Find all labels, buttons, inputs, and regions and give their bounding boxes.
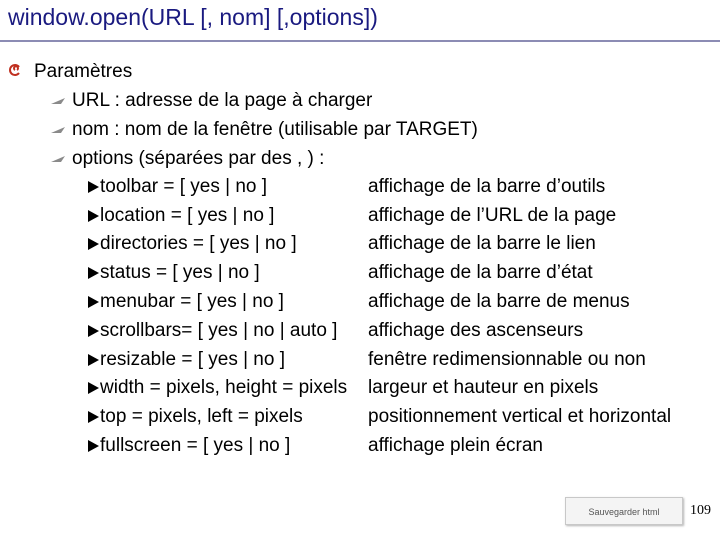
option-name: scrollbars= [ yes | no | auto ] [100, 320, 338, 341]
slide-title: window.open(URL [, nom] [,options]) [8, 4, 378, 30]
option-row-top-left [88, 406, 708, 430]
heading-label: Paramètres [34, 61, 133, 83]
swirl-bullet-icon [8, 61, 22, 83]
option-row-toolbar [88, 176, 708, 200]
option-name: resizable = [ yes | no ] [100, 349, 285, 370]
arrow-bullet-icon [88, 267, 99, 279]
list-item-nom [50, 119, 478, 141]
arrow-bullet-icon [88, 296, 99, 308]
arrow-bullet-icon [88, 382, 99, 394]
arrow-bullet-icon [88, 238, 99, 250]
option-description: affichage des ascenseurs [368, 320, 584, 341]
option-description: positionnement vertical et horizontal [368, 406, 672, 427]
option-row-directories [88, 233, 708, 257]
option-row-width-height [88, 377, 708, 401]
arrow-bullet-icon [88, 411, 99, 423]
quill-bullet-icon [50, 90, 66, 112]
option-description: affichage de l’URL de la page [368, 205, 617, 226]
option-description: affichage plein écran [368, 435, 543, 456]
list-item-options [50, 148, 324, 170]
option-description: largeur et hauteur en pixels [368, 377, 599, 398]
arrow-bullet-icon [88, 325, 99, 337]
title-divider [0, 40, 720, 42]
list-item-label: URL : adresse de la page à charger [72, 90, 373, 112]
save-html-button[interactable]: Sauvegarder html [565, 497, 683, 525]
option-name: status = [ yes | no ] [100, 262, 260, 283]
option-row-menubar [88, 291, 708, 315]
option-row-scrollbars [88, 320, 708, 344]
option-description: fenêtre redimensionnable ou non [368, 349, 646, 370]
page-number: 109 [690, 503, 711, 518]
option-name: location = [ yes | no ] [100, 205, 275, 226]
list-item-url [50, 90, 372, 112]
option-description: affichage de la barre d’état [368, 262, 593, 283]
option-name: width = pixels, height = pixels [100, 377, 348, 398]
option-name: fullscreen = [ yes | no ] [100, 435, 291, 456]
option-name: top = pixels, left = pixels [100, 406, 303, 427]
option-row-fullscreen [88, 435, 708, 459]
list-item-label: options (séparées par des , ) : [72, 148, 325, 170]
arrow-bullet-icon [88, 210, 99, 222]
option-row-location [88, 205, 708, 229]
option-row-status [88, 262, 708, 286]
option-name: directories = [ yes | no ] [100, 233, 297, 254]
arrow-bullet-icon [88, 181, 99, 193]
quill-bullet-icon [50, 148, 66, 170]
quill-bullet-icon [50, 119, 66, 141]
arrow-bullet-icon [88, 440, 99, 452]
heading-parametres [8, 61, 132, 83]
option-description: affichage de la barre d’outils [368, 176, 606, 197]
option-description: affichage de la barre le lien [368, 233, 596, 254]
option-name: menubar = [ yes | no ] [100, 291, 284, 312]
option-row-resizable [88, 349, 708, 373]
option-name: toolbar = [ yes | no ] [100, 176, 268, 197]
arrow-bullet-icon [88, 354, 99, 366]
list-item-label: nom : nom de la fenêtre (utilisable par TARGET) [72, 119, 478, 141]
option-description: affichage de la barre de menus [368, 291, 630, 312]
